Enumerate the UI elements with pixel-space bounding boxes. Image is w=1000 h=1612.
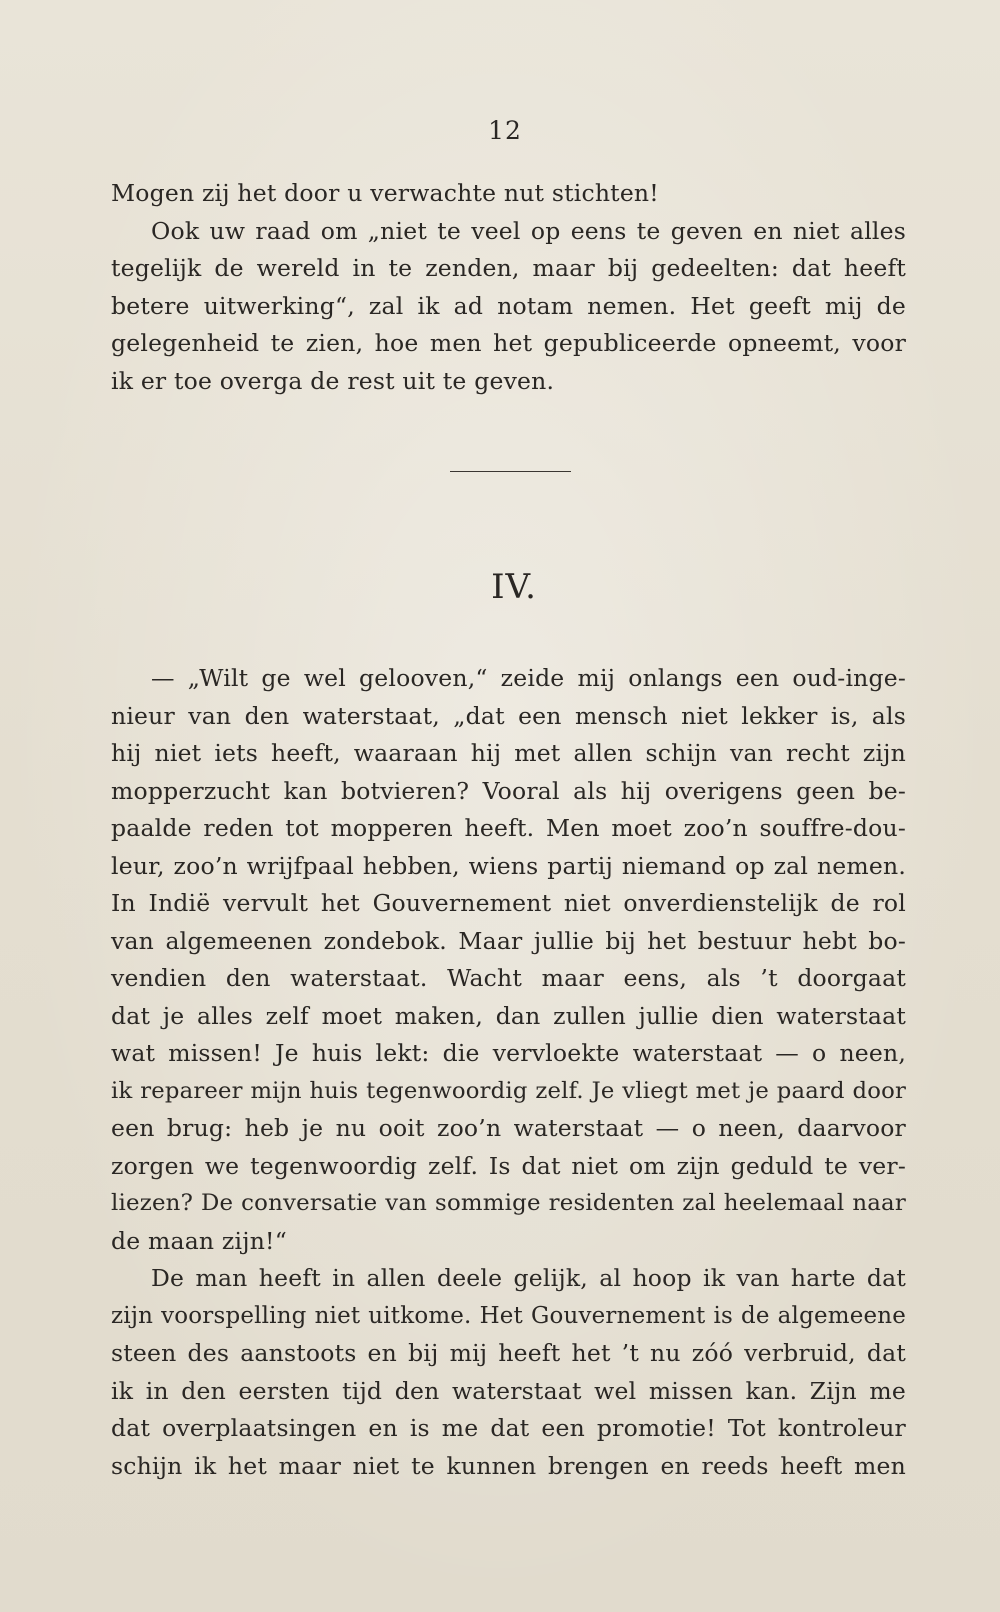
text-line: zijn voorspelling niet uitkome. Het Gouvernement is de algemeene: [111, 1302, 906, 1329]
paragraph: [111, 175, 906, 213]
text-line: tegelijk de wereld in te zenden, maar bij gedeelten: dat heeft: [111, 254, 906, 282]
text-line: een brug: heb je nu ooit zoo’n waterstaat — o neen, daarvoor: [111, 1114, 906, 1142]
text-line: zorgen we tegenwoordig zelf. Is dat niet om zijn geduld te ver-: [111, 1151, 906, 1180]
text-line: gelegenheid te zien, hoe men het gepubliceerde opneemt, voor: [111, 329, 906, 357]
text-line: De man heeft in allen deele gelijk, al hoop ik van harte dat: [151, 1264, 906, 1292]
text-line: wat missen! Je huis lekt: die vervloekte waterstaat — o neen,: [111, 1039, 906, 1067]
text-line: Ook uw raad om „niet te veel op eens te geven en niet alles: [151, 216, 906, 245]
text-line: leur, zoo’n wrijfpaal hebben, wiens partij niemand op zal nemen.: [111, 851, 906, 880]
text-line: liezen? De conversatie van sommige residenten zal heelemaal naar: [111, 1190, 906, 1216]
text-line: van algemeenen zondebok. Maar jullie bij het bestuur hebt bo-: [111, 926, 906, 955]
text-line: ik repareer mijn huis tegenwoordig zelf. Je vliegt met je paard door: [111, 1077, 906, 1104]
text-line: — „Wilt ge wel gelooven,“ zeide mij onlangs een oud-inge-: [151, 664, 906, 692]
text-line: betere uitwerking“, zal ik ad notam nemen. Het geeft mij de: [111, 291, 906, 320]
text-line: mopperzucht kan botvieren? Vooral als hij overigens geen be-: [111, 776, 906, 805]
text-line: dat je alles zelf moet maken, dan zullen jullie dien waterstaat: [111, 1001, 906, 1030]
text-line: Mogen zij het door u verwachte nut stichten!: [111, 179, 659, 207]
page-number: 12: [488, 116, 522, 145]
text-line: schijn ik het maar niet te kunnen brengen en reeds heeft men: [111, 1451, 906, 1480]
paragraph: [111, 213, 906, 401]
paragraph: [111, 660, 906, 1260]
text-line: de maan zijn!“: [111, 1226, 287, 1255]
paragraph: [111, 1260, 906, 1485]
text-line: ik in den eersten tijd den waterstaat wel missen kan. Zijn me: [111, 1376, 906, 1405]
text-block-bottom: [111, 660, 906, 1485]
text-line: vendien den waterstaat. Wacht maar eens, als ’t doorgaat: [111, 964, 906, 992]
text-line: hij niet iets heeft, waaraan hij met allen schijn van recht zijn: [111, 739, 906, 767]
text-line: ik er toe overga de rest uit te geven.: [111, 366, 555, 395]
text-line: dat overplaatsingen en is me dat een promotie! Tot kontroleur: [111, 1414, 906, 1442]
text-line: nieur van den waterstaat, „dat een mensch niet lekker is, als: [111, 701, 906, 730]
section-separator-rule: [450, 471, 571, 472]
section-heading: IV.: [491, 567, 537, 607]
text-line: In Indië vervult het Gouvernement niet onverdienstelijk de rol: [111, 889, 906, 917]
text-block-top: [111, 175, 906, 400]
text-line: paalde reden tot mopperen heeft. Men moet zoo’n souffre-dou-: [111, 814, 906, 842]
text-line: steen des aanstoots en bij mij heeft het ’t nu zóó verbruid, dat: [111, 1339, 906, 1367]
